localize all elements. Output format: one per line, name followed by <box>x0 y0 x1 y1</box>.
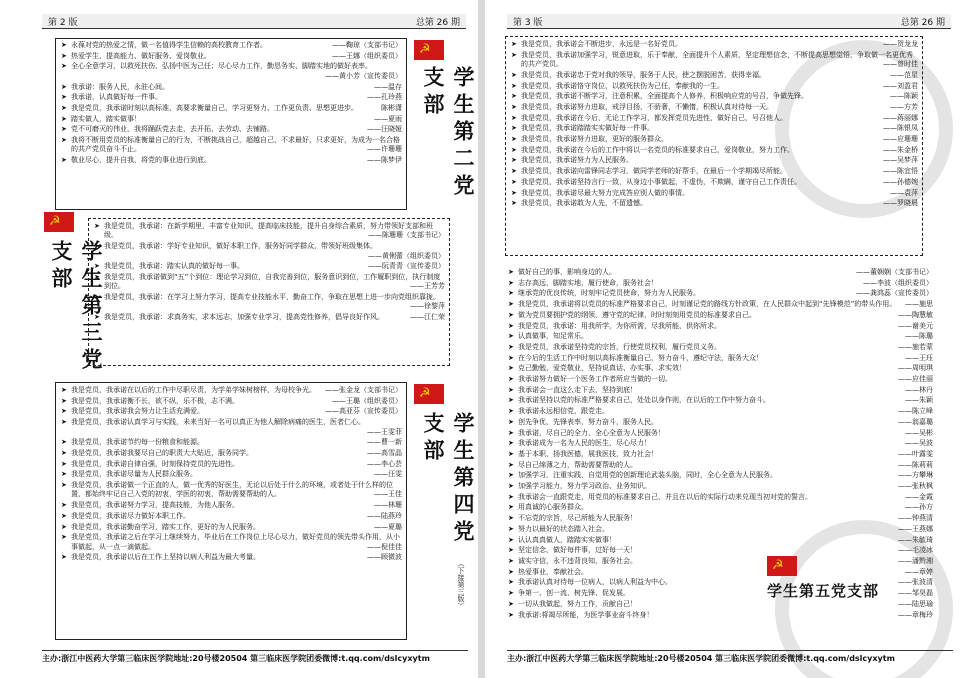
pledge-text: 我是党员，我承诺：在学习上努力学习，提高专业技能水平，勤奋工作，争取在思想上进一步向党组织靠拢。 <box>104 293 440 302</box>
pledge-item <box>60 438 402 447</box>
pledge-item <box>60 533 402 552</box>
pledge-signature: ——夏璐 <box>374 522 402 531</box>
pledge-signature: ——陆燕玲 <box>367 511 402 520</box>
pledge-text: 我承诺：服务人民，永驻心间。 <box>71 82 169 91</box>
pledge-signature: ——王雯菲 <box>367 427 402 436</box>
pledge-item <box>507 568 933 577</box>
pledge-signature: ——邹昊磊 <box>898 589 933 598</box>
pledge-item <box>507 289 933 298</box>
pledge-item <box>93 262 445 271</box>
pledge-item <box>507 536 933 545</box>
pledge-signature: ——许珊珊 <box>367 145 402 154</box>
pledge-item <box>507 364 933 373</box>
pledge-text: 我是党员，我承诺做一个正直的人，做一优秀的好医生，无论以后处于什么的环境，或者处于什么样的位置，都始终牢记自己入党的初衷，学医的初衷，帮助需要帮助的人。 <box>71 481 393 499</box>
pledge-text: 认认真真做人，踏踏实实做事！ <box>518 535 616 544</box>
pledge-item <box>60 386 402 395</box>
pledge-text: 我是党员，我承诺：学好专业知识，做好本职工作，服务好同学群众，带领好班级集体。 <box>104 242 377 251</box>
pledge-signature: ——毛凌冰 <box>898 546 933 555</box>
pledge-signature: ——倪佳佳 <box>367 542 402 551</box>
pledge-text: 我承诺成为一名为人民的医生，尽心尽力！ <box>518 439 651 448</box>
pledge-text: 我是党员，我承诺时刻以高标准、高要求衡量自己，学习更努力、工作更负责、思想更进步。 <box>71 103 358 112</box>
section-2-box <box>55 38 407 210</box>
pledge-text: 我是党员，我承诺以后在工作上坚持以病人利益为最大考量。 <box>71 553 260 562</box>
pledge-signature: ——董娴娴（支部书记） <box>856 268 933 276</box>
pledge-signature: ——朱毓琦 <box>898 535 933 544</box>
pledge-item <box>510 167 918 176</box>
pledge-item <box>507 268 933 277</box>
pledge-signature: ——顾微波 <box>367 553 402 562</box>
pledge-text: 不忘党的宗旨，尽己所能为人民服务！ <box>518 514 637 523</box>
pledge-item <box>510 103 918 112</box>
pledge-text: 认真做事，知足常乐。 <box>518 332 588 341</box>
pledge-text: 我承诺会一直这么走下去，坚持到底！ <box>518 385 637 394</box>
pledge-item <box>60 62 402 81</box>
pledge-text: 我承诺永远相信党，跟党走。 <box>518 407 609 416</box>
pledge-text: 诚实守信，永不违背良知，服务社会。 <box>518 556 637 565</box>
pledge-text: 我是党员，我承诺尽量为人民群众服务。 <box>71 470 197 479</box>
pledge-text: 我是党员，我承诺向雷锋同志学习，做同学老师的好帮手，在最后一个学期竭尽所能。 <box>521 167 787 176</box>
pledge-text: 创先争优，先锋表率，努力奋斗，服务人民。 <box>518 417 658 426</box>
section-2-list <box>60 41 402 166</box>
pledge-signature: ——高雪晶 <box>367 448 402 457</box>
pledge-signature: ——黄小芳（宣传委员） <box>325 71 402 80</box>
pledge-signature: ——王芳芳 <box>410 282 445 291</box>
pledge-signature: ——陆思瑜 <box>898 599 933 608</box>
pledge-text: 我是党员，我承诺认真学习与实践，未来当好一名可以真正为他人解除病痛的医生，医者仁心。 <box>71 418 365 427</box>
party-flag-icon: ☭ <box>767 556 797 576</box>
pledge-signature: ——吴彬 <box>905 428 933 437</box>
pledge-signature: ——方芳 <box>890 102 918 111</box>
pledge-text: 加强学习能力，努力学习政治、业务知识。 <box>518 482 651 491</box>
pledge-signature: ——叶露雯 <box>898 449 933 458</box>
pledge-item <box>510 114 918 123</box>
pledge-item <box>60 104 402 113</box>
pledge-signature: ——陈莉莉 <box>898 460 933 469</box>
pledge-item <box>507 450 933 459</box>
pledge-signature: ——施思 <box>905 300 933 309</box>
pledge-item <box>510 71 918 80</box>
pledge-item <box>507 332 933 341</box>
pledge-item <box>60 407 402 416</box>
pledge-item <box>510 124 918 133</box>
pledge-text: 我是党员，我承诺节约每一份粮食和能源。 <box>71 438 204 447</box>
pledge-text: 我是党员，我承诺在今后的工作中将以一名党员的标准要求自己，爱岗敬业，努力工作。 <box>521 145 794 154</box>
pledge-signature: ——汪雯 <box>374 470 402 479</box>
pledge-signature: ——李波（组织委员） <box>863 278 933 287</box>
pledge-text: 党不可磨灭的伟业，我将踊跃党去走，去开拓、去劳动、去铺路。 <box>71 125 274 134</box>
party-flag-icon: ☭ <box>414 40 444 60</box>
pledge-text: 努力以最好的状态踏入社会。 <box>518 524 609 533</box>
party-flag-icon: ☭ <box>44 212 74 232</box>
pledge-item <box>60 523 402 532</box>
pledge-text: 热爱事业，奉献社会。 <box>518 567 588 576</box>
pledge-signature: ——王娜（组织委员） <box>332 51 402 60</box>
pledge-item <box>60 397 402 406</box>
pledge-item <box>60 481 402 500</box>
pledge-signature: ——曾时佳 <box>883 60 918 69</box>
pledge-signature: ——张金龙（支部书记） <box>325 386 402 394</box>
pledge-signature: ——夏雨 <box>374 114 402 123</box>
pledge-item <box>60 83 402 92</box>
pledge-item <box>507 461 933 470</box>
pledge-text: 我承诺，尽自己的全力，全心全意为人民服务！ <box>518 428 665 437</box>
pledge-signature: ——翁嘉璐 <box>898 417 933 426</box>
pledge-item <box>60 418 402 437</box>
section-4-box <box>55 382 407 640</box>
pledge-item <box>60 449 402 458</box>
pledge-item <box>507 386 933 395</box>
pledge-item <box>507 300 933 309</box>
pledge-text: 一切从我做起，努力工作，贡献自己！ <box>518 599 637 608</box>
pledge-signature: ——吴梦萍 <box>883 156 918 165</box>
pledge-text: 我承诺认真对待每一位病人，以病人利益为中心。 <box>518 578 672 587</box>
pledge-text: 全心全意学习，以救死扶伤、弘扬中医为己任；尽心尽力工作，勤恳务实、脚踏实地的做好表率。 <box>71 62 372 71</box>
pledge-item <box>60 460 402 469</box>
pledge-text: 我承诺:将竭尽所能，为医学事业奋斗终身！ <box>518 610 654 619</box>
pledge-signature: ——陈璐 <box>905 332 933 341</box>
pledge-signature: ——章婷 <box>905 567 933 576</box>
page-2 <box>0 0 478 678</box>
section-3-list <box>93 222 445 323</box>
pledge-item <box>60 125 402 134</box>
pledge-item <box>60 52 402 61</box>
pledge-text: 我是党员，我承诺在以后的工作中尽职尽责，为学弟学妹树榜样，为母校争光。 <box>71 386 316 394</box>
pledge-signature: ——吴波 <box>905 439 933 448</box>
pledge-item <box>510 92 918 101</box>
pledge-item <box>510 51 918 70</box>
pledge-signature: ——曹一新 <box>367 438 402 447</box>
pledge-text: 我是党员，我承诺努力进取，更好的服务群众。 <box>521 135 668 144</box>
pledge-text: 我是党员，我承诺踏踏实实做好每一件事。 <box>521 124 654 133</box>
page-number: 第 2 版 <box>48 18 78 28</box>
pledge-signature: ——陈银凤 <box>883 124 918 133</box>
pledge-signature: ——袁萍 <box>890 188 918 197</box>
pledge-signature: ——应佳丽 <box>898 375 933 384</box>
pledge-signature: 陈彬潇 <box>381 103 402 112</box>
page-footer: 主办:浙江中医药大学第三临床医学院地址:20号楼20504 第三临床医学院团委微博:t.qq.com/dslcyxytm <box>507 650 953 667</box>
pledge-signature: ——阮青青（宣传委员） <box>368 262 445 271</box>
pledge-item <box>60 41 402 50</box>
section-4-continued-list <box>510 40 918 209</box>
pledge-text: 热爱学生、提高能力、做好服务、爱岗敬业。 <box>71 51 211 60</box>
pledge-text: 我承诺努力做好一个医务工作者所应当做的一切。 <box>518 375 672 384</box>
pledge-item <box>507 311 933 320</box>
section-4-list <box>60 386 402 563</box>
pledge-text: 争第一、创一流、树先锋、促发展。 <box>518 589 630 598</box>
pledge-item <box>507 482 933 491</box>
pledge-text: 继承党的优良传统，时刻牢记党员使命，努力为人民服务。 <box>518 289 700 298</box>
pledge-text: 坚定信念，做好每件事，过好每一天！ <box>518 546 637 555</box>
pledge-signature: ——王燕娜 <box>898 524 933 533</box>
pledge-text: 我是党员，我承诺：用我所学，为你所需，尽我所能，供你所求。 <box>518 321 721 330</box>
pledge-item <box>507 611 933 620</box>
pledge-signature: ——陶慧敏 <box>898 310 933 319</box>
pledge-item <box>507 546 933 555</box>
pledge-text: 克己勤勉，爱党敬业，坚持说真话、办实事、求实效！ <box>518 364 686 373</box>
pledge-text: 我是党员，我承诺会不断进步，永远是一名好党员。 <box>521 40 682 48</box>
pledge-item <box>507 279 933 288</box>
pledge-item <box>510 146 918 155</box>
pledge-item <box>60 553 402 562</box>
pledge-item <box>93 242 445 261</box>
pledge-item <box>60 115 402 124</box>
pledge-signature: ——潘黔湘 <box>898 556 933 565</box>
pledge-signature: ——范星 <box>890 70 918 79</box>
pledge-text: 我是党员，我承诺忠于党对我的领导，服务于人民，使之摆脱困苦，获得幸福。 <box>521 70 766 79</box>
pledge-text: 踏实做人，踏实做事！ <box>71 114 141 123</box>
pledge-item <box>60 93 402 102</box>
pledge-item <box>507 396 933 405</box>
pledge-text: 我承诺会一直跟党走，用党员的标准要求自己，并且在以后的实际行动来兑现当初对党的誓言。 <box>518 492 812 501</box>
page-header <box>507 14 951 29</box>
pledge-text: 我是党员，我承诺不断学习，注意积累，全面提高个人修养，积极响应党的号召，争做先锋。 <box>521 92 808 101</box>
pledge-signature: ——徐黎萍 <box>410 302 445 311</box>
pledge-signature: ——朱金桥 <box>883 145 918 154</box>
pledge-item <box>507 429 933 438</box>
pledge-signature: ——金霞 <box>905 492 933 501</box>
pledge-text: 用真诚的心服务群众。 <box>518 503 588 512</box>
pledge-text: 我承诺坚持以党的标准严格要求自己，处处以身作则，在以后的工作中努力奋斗。 <box>518 396 770 405</box>
pledge-item <box>507 375 933 384</box>
pledge-text: 我是党员，我承诺自律自强，时刻保持党员的先进性。 <box>71 459 239 468</box>
pledge-item <box>507 418 933 427</box>
pledge-signature: ——应珊珊 <box>883 135 918 144</box>
pledge-item <box>93 313 445 322</box>
pledge-signature: ——蒋丽娜 <box>883 113 918 122</box>
pledge-item <box>510 156 918 165</box>
pledge-text: 我是党员，我承诺坚持党的宗旨，行使党员权利，履行党员义务。 <box>518 342 721 351</box>
pledge-signature: ——施若蒙 <box>898 342 933 351</box>
pledge-signature: ——钟燕清 <box>898 514 933 523</box>
pledge-item <box>510 189 918 198</box>
pledge-signature: ——陈颖 <box>890 92 918 101</box>
pledge-text: 我是党员，我承诺我会努力让生活充满爱。 <box>71 407 204 416</box>
page-number: 第 3 版 <box>513 18 543 28</box>
pledge-text: 基于本职，扬我医德，展我医技，致力社会！ <box>518 449 658 458</box>
pledge-item <box>60 501 402 510</box>
pledge-text: 我是党员，我承诺加强学习，锐意进取，乐于奉献，全面提升个人素质，坚定理想信念，不断提高思想觉悟，争取做一名更优秀的共产党员。 <box>521 50 913 69</box>
pledge-item <box>507 354 933 363</box>
pledge-text: 加强学习，注重实践，自觉用党的创新理论武装头脑，同时，全心全意为人民服务。 <box>518 471 777 480</box>
page-footer: 主办:浙江中医药大学第三临床医学院地址:20号楼20504 第三临床医学院团委微博:t.qq.com/dslcyxytm <box>42 650 468 667</box>
pledge-text: 我是党员，我承诺在今后，无论工作学习，都发挥党员先进性，做好自己，号召他人。 <box>521 113 787 122</box>
pledge-signature: ——陈梦伊 <box>367 156 402 165</box>
pledge-item <box>507 503 933 512</box>
pledge-signature: ——黄俐蕾（组织委员） <box>368 251 445 260</box>
pledge-text: 我将不断用党员的标准衡量自己的行为，不断挑战自己，超越自己，不求最好，只求更好，为成为一名合格的共产党员奋斗不止。 <box>71 136 400 154</box>
pledge-item <box>507 493 933 502</box>
pledge-text: 我承诺，认真做好每一件事。 <box>71 93 162 102</box>
pledge-item <box>507 322 933 331</box>
pledge-text: 志存高远，脚踏实地，履行使命，服务社会！ <box>518 278 658 287</box>
section-4-continued-box <box>505 36 923 256</box>
pledge-signature: ——温存 <box>374 82 402 91</box>
pledge-signature: ——鞠琼（支部书记） <box>332 41 402 49</box>
pledge-item <box>510 178 918 187</box>
pledge-signature: ——张秋枫 <box>898 482 933 491</box>
pledge-text: 我是党员，我承诺敢为人先，不留遗憾。 <box>521 199 647 208</box>
pledge-item <box>93 273 445 292</box>
pledge-text: 我是党员，我承诺尽最大努力完成答应别人做的事情。 <box>521 188 689 197</box>
section-5-title: 学生第五党支部 <box>767 582 880 600</box>
pledge-text: 我是党员，我承诺：求真务实，求本远志，加强专业学习，提高党性修养，倡导良好作风。 <box>104 313 384 322</box>
pledge-text: 我是党员，我承诺恪守岗位，以救死扶伤为己任，奉献我的一生。 <box>521 81 724 90</box>
pledge-signature: ——高亚芬（宣传委员） <box>325 407 402 416</box>
pledge-item <box>510 135 918 144</box>
pledge-signature: ——龚鸿蕊（宣传委员） <box>856 289 933 298</box>
pledge-signature: ——贺龙龙 <box>883 40 918 48</box>
pledge-item <box>60 136 402 155</box>
pledge-text: 我是党员，我承诺做到“五”个到位：理论学习到位，自我完善到位，服务意识到位，工作履职到位，执行制度到位。 <box>104 272 441 291</box>
pledge-text: 我是党员，我承诺之后在学习上继续努力，毕业后在工作岗位上尽心尽力，做好党员的领先带头作用，从小事做起，从一点一滴做起。 <box>71 533 400 551</box>
pledge-text: 我是党员，我承诺尽力做好本职工作。 <box>71 511 190 520</box>
pledge-item <box>510 199 918 208</box>
pledge-item <box>507 525 933 534</box>
pledge-item <box>507 439 933 448</box>
pledge-signature: ——陈珊珊（支部书记） <box>368 231 445 240</box>
issue-number: 总第 26 期 <box>900 18 945 28</box>
pledge-signature: ——王珏 <box>905 353 933 362</box>
pledge-signature: ——张波清 <box>898 578 933 587</box>
section-2-title: 学生第二党支部 <box>421 66 476 201</box>
pledge-text: 我是党员，我承诺衡不长，欲不纵，乐不极，志不满。 <box>71 396 239 405</box>
pledge-item <box>510 82 918 91</box>
pledge-signature: ——陈宜悟 <box>883 167 918 176</box>
pledge-item <box>510 40 918 49</box>
pledge-signature: ——刘盈君 <box>883 81 918 90</box>
pledge-signature: ——王佳 <box>374 490 402 499</box>
pledge-signature: ——罗晓晨 <box>883 199 918 208</box>
pledge-signature: ——谢美元 <box>898 321 933 330</box>
pledge-signature: ——周明琪 <box>898 364 933 373</box>
pledge-signature: ——汪晓娅 <box>367 125 402 134</box>
pledge-signature: ——朱颖 <box>905 396 933 405</box>
pledge-text: 我是党员，我承诺勤奋学习，踏实工作，更好的为人民服务。 <box>71 522 260 531</box>
continue-note: （下接第三版） <box>457 560 465 609</box>
pledge-signature: ——孙方 <box>905 503 933 512</box>
pledge-signature: ——章梅玲 <box>898 610 933 619</box>
pledge-text: 做为党员要拥护党的纲领，遵守党的纪律，时时刻刻用党员的标准要求自己。 <box>518 310 756 319</box>
pledge-signature: ——林珊 <box>374 501 402 510</box>
pledge-item <box>507 343 933 352</box>
pledge-item <box>507 514 933 523</box>
pledge-item <box>507 407 933 416</box>
pledge-signature: ——林丹 <box>905 385 933 394</box>
pledge-text: 我是党员，我承诺努力学习，提高技能，为他人服务。 <box>71 501 239 510</box>
pledge-signature: ——孙德婉 <box>883 177 918 186</box>
pledge-text: 我是党员，我承诺我要尽自己的职责大大贴近，服务同学。 <box>71 448 253 457</box>
pledge-signature: ——王璐（组织委员） <box>332 396 402 405</box>
pledge-signature: ——孔玲燕 <box>367 93 402 102</box>
pledge-item <box>93 293 445 312</box>
pledge-item <box>60 156 402 165</box>
section-3-box <box>88 218 450 366</box>
pledge-text: 我是党员，我承诺：在新学期里，丰富专业知识，提高临床技能，提升自身综合素质，努力带领好支部和班级。 <box>104 222 433 240</box>
pledge-text: 我是党员，我承诺努力进取，戒浮目扬，不骄奢，不懒惰，积极认真对待每一天。 <box>521 102 773 111</box>
issue-number: 总第 26 期 <box>415 18 460 28</box>
pledge-text: 我是党员，我承诺坚持言行一致，从身边小事做起，不虚伪，不欺瞒，谨守自己工作责任。 <box>521 177 801 186</box>
section-3-title: 学生第三党支部 <box>49 240 104 375</box>
pledge-text: 在今后的生活工作中时刻以高标准衡量自己，努力奋斗，遵纪守法，服务大众！ <box>518 353 763 362</box>
pledge-item <box>60 512 402 521</box>
pledge-signature: ——方攀琳 <box>898 471 933 480</box>
pledge-text: 敬业尽心，提升自我，将党的事业进行到底。 <box>71 156 211 165</box>
pledge-item <box>60 470 402 479</box>
pledge-item <box>507 471 933 480</box>
pledge-signature: ——江仁荣 <box>410 313 445 322</box>
pledge-text: 我是党员，我承诺努力为人民服务。 <box>521 156 633 165</box>
pledge-item <box>93 222 445 241</box>
page-3 <box>485 0 963 678</box>
pledge-item <box>507 600 933 609</box>
pledge-text: 我是党员，我承诺将以党员的标准严格要求自己，时刻谨记党的路线方针政策，在人民群众中起到“先锋模范”的带头作用。 <box>518 300 897 309</box>
pledge-item <box>507 557 933 566</box>
page-header <box>42 14 466 29</box>
section-5-list <box>507 268 933 620</box>
pledge-signature: ——李心芸 <box>367 459 402 468</box>
pledge-text: 永葆对党的热爱之情，做一名值得学生信赖的高校教育工作者。 <box>71 41 267 49</box>
pledge-text: 尽自己绵薄之力，帮助需要帮助的人。 <box>518 460 637 469</box>
pledge-signature: ——陈立峰 <box>898 407 933 416</box>
pledge-text: 做好自己的事，影响身边的人。 <box>518 268 616 276</box>
pledge-text: 我是党员，我承诺：踏实认真的做好每一事。 <box>104 262 244 271</box>
section-4-title: 学生第四党支部 <box>421 412 476 547</box>
party-flag-icon: ☭ <box>414 384 444 404</box>
